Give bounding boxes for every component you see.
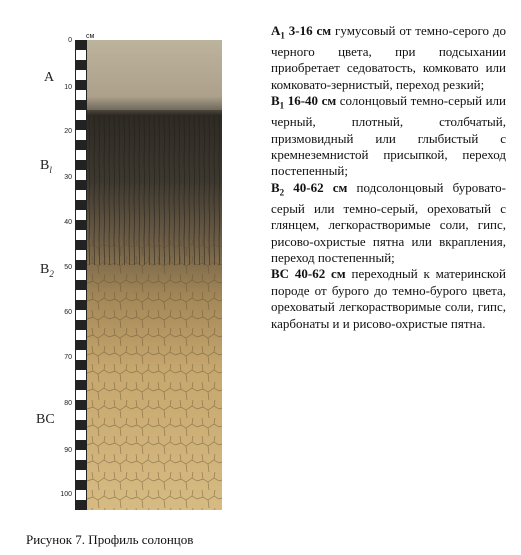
horizon-text: гумусовый от темно-серого до черного цвета, при подсыхании приобретает седоватость, комковато или комковато-зернистый, переход резкий; [271, 23, 506, 92]
horizon-label-b1: $B_l$ [40, 158, 52, 175]
tick-label-50: 50 [64, 264, 72, 271]
tick-label-0: 0 [68, 37, 72, 44]
soil-profile-image [87, 40, 222, 510]
horizon-text: подсолонцовый буровато-серый или темно-серый, ореховатый с глянцем, легкорастворимые соли, гипс, рисово-охристые пятна или вкрапления, переход постепенный; [271, 179, 506, 266]
horizon-descriptions [271, 23, 506, 332]
tick-label-40: 40 [64, 219, 72, 226]
horizon-code: $B_1$ [271, 93, 285, 111]
horizon-text: солонцовый темно-серый или черный, плотный, столбчатый, призмовидный или глыбистый с кремнеземнистой присыпкой, переход постепенный; [271, 93, 506, 179]
horizon-depth: 16-40 см [284, 93, 337, 109]
soil-profile-figure [0, 0, 260, 555]
description-bc [271, 266, 506, 332]
tick-label-70: 70 [64, 354, 72, 361]
horizon-depth: 40-62 см [289, 266, 346, 282]
horizon-label-bc: BC [36, 412, 55, 427]
tick-label-30: 30 [64, 174, 72, 181]
tick-label-80: 80 [64, 400, 72, 407]
horizon-code: $A_1$ [271, 23, 285, 41]
horizon-depth: 3-16 см [288, 23, 332, 38]
horizon-depth: 40-62 см [284, 179, 348, 195]
description-a1 [271, 23, 506, 93]
horizon-label-a: A [44, 70, 55, 85]
tick-label-60: 60 [64, 309, 72, 316]
tick-label-90: 90 [64, 447, 72, 454]
horizon-code: ВС [271, 266, 290, 282]
horizon-label-b2: $B_2$ [40, 262, 54, 279]
tick-label-10: 10 [64, 84, 72, 91]
horizon-text: переходный к материнской породе от бурого до темно-бурого цвета, ореховатый легкорастворимые соли, гипс, карбонаты и и рисово-охристые пятна. [271, 266, 506, 331]
depth-scale-bar [75, 40, 87, 510]
figure-caption: Рисунок 7. Профиль солонцов [26, 532, 194, 547]
horizon-code: $B_2$ [271, 179, 285, 198]
scale-unit: см [86, 33, 95, 40]
description-b2 [271, 180, 506, 267]
tick-label-100: 100 [60, 491, 72, 498]
description-b1 [271, 93, 506, 180]
tick-label-20: 20 [64, 128, 72, 135]
